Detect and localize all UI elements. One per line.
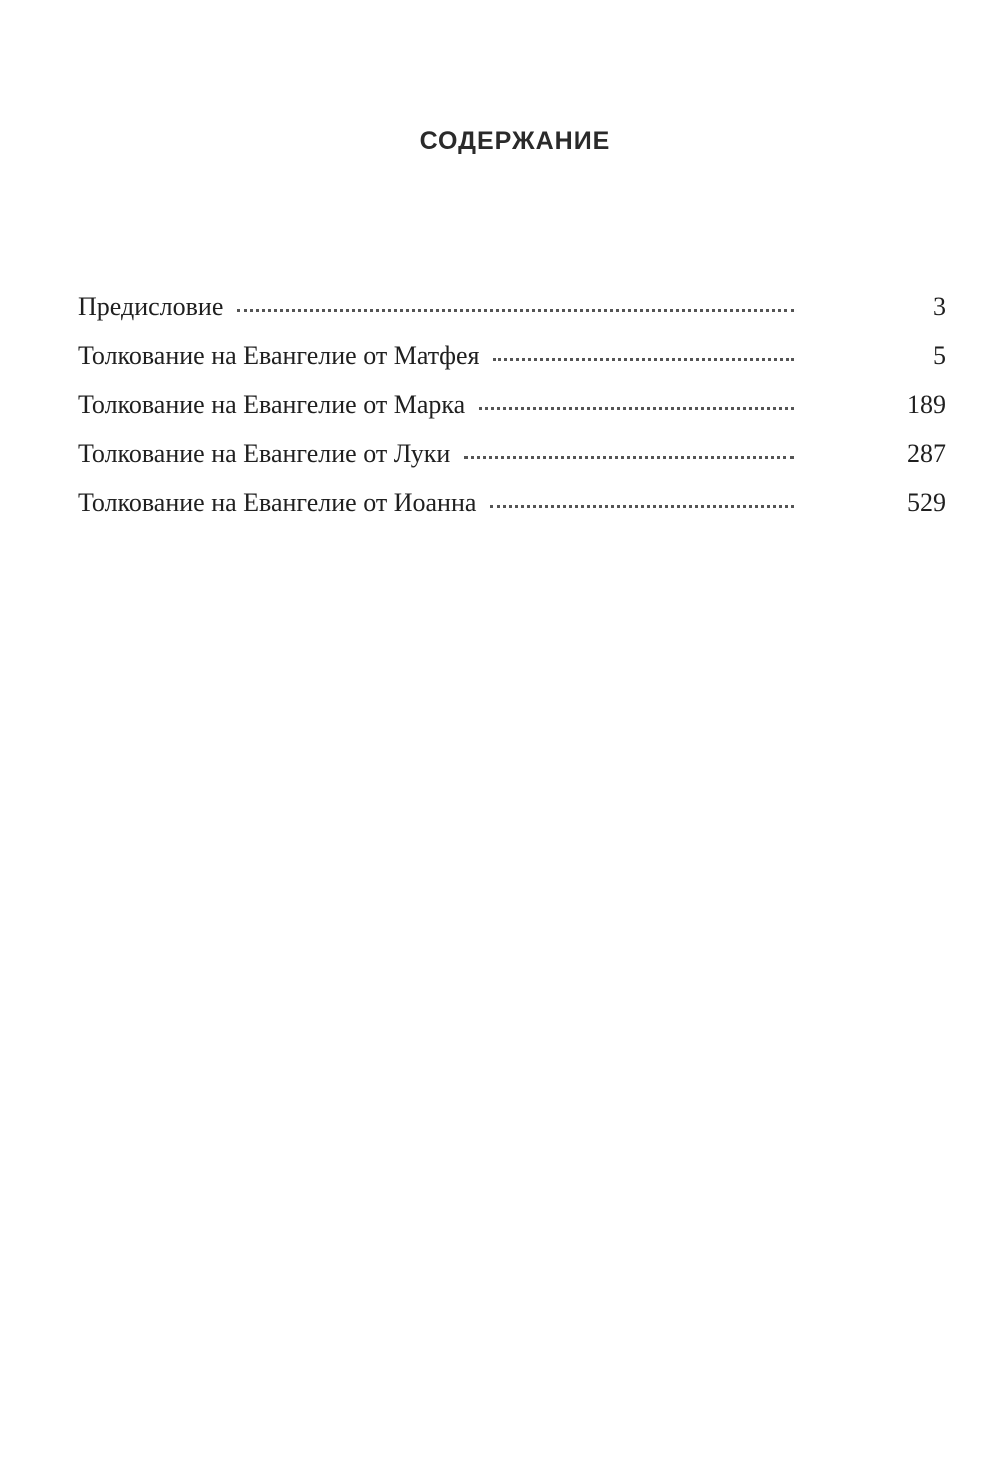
page-title: СОДЕРЖАНИЕ — [419, 127, 611, 155]
toc-entry-page: 287 — [907, 439, 946, 468]
toc-entry-john[interactable] — [78, 488, 946, 537]
toc-entry-page: 189 — [907, 390, 946, 419]
table-of-contents — [78, 292, 946, 537]
toc-entry-preface[interactable] — [78, 292, 946, 341]
toc-entry-label: Толкование на Евангелие от Матфея — [78, 341, 480, 370]
toc-leader — [479, 360, 886, 364]
toc-entry-page: 3 — [933, 292, 946, 321]
toc-entry-label: Толкование на Евангелие от Марка — [78, 390, 466, 419]
toc-entry-label: Толкование на Евангелие от Луки — [78, 439, 451, 468]
toc-entry-luke[interactable] — [78, 439, 946, 488]
toc-entry-matthew[interactable] — [78, 341, 946, 390]
toc-entry-page: 529 — [907, 488, 946, 517]
toc-leader — [465, 409, 886, 413]
toc-entry-page: 5 — [933, 341, 946, 370]
toc-leader — [223, 311, 886, 315]
toc-entry-label: Толкование на Евангелие от Иоанна — [78, 488, 477, 517]
toc-entry-label: Предисловие — [78, 292, 224, 321]
toc-leader — [476, 507, 886, 511]
toc-leader — [450, 458, 886, 462]
toc-entry-mark[interactable] — [78, 390, 946, 439]
